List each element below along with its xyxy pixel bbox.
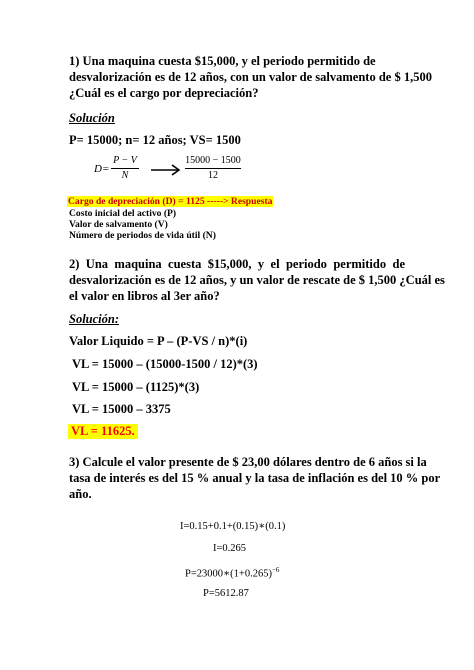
problem2-solution-heading: Solución:	[69, 312, 120, 326]
calc-fraction-bar	[185, 168, 241, 169]
equation-interest-result: I=0.265	[213, 543, 247, 554]
problem2-line3: el valor en libros al 3er año?	[69, 289, 220, 303]
problem3-line2: tasa de interés es del 15 % anual y la tasa de inflación es del 10 % por	[69, 471, 441, 485]
problem2-line2: desvalorización es de 12 años, y un valor de rescate de $ 1,500 ¿Cuál es	[69, 273, 445, 287]
problem1-answer: Cargo de depreciación (D) = 1125 -----> Respuesta	[68, 196, 273, 207]
equation-present-value: $P=23000∗(1+0.265)^{-6}$	[185, 566, 280, 580]
legend-cost: Costo inicial del activo (P)	[69, 208, 177, 219]
formula-fraction-bar	[111, 168, 139, 169]
problem2-formula: Valor Liquido = P – (P-VS / n)*(i)	[69, 334, 248, 348]
equation-interest: I=0.15+0.1+(0.15)∗(0.1)	[180, 521, 286, 532]
problem2-answer: VL = 11625.	[68, 424, 138, 439]
problem2-line1: 2) Una maquina cuesta $15,000, y el periodo permitido de	[69, 257, 405, 271]
problem1-givens: P= 15000; n= 12 años; VS= 1500	[69, 133, 241, 147]
formula-numerator: P − V	[113, 155, 137, 166]
problem1-solution-heading: Solución	[69, 111, 115, 125]
formula-denominator: N	[121, 170, 129, 181]
problem1-line1: 1) Una maquina cuesta $15,000, y el periodo permitido de	[69, 54, 376, 68]
problem3-line1: 3) Calcule el valor presente de $ 23,00 dólares dentro de 6 años si la	[69, 455, 427, 469]
calc-denominator: 12	[208, 170, 218, 181]
formula-lhs: D=	[94, 163, 110, 175]
problem1-line3: ¿Cuál es el cargo por depreciación?	[69, 86, 259, 100]
problem1-line2: desvalorización es de 12 años, con un valor de salvamento de $ 1,500	[69, 70, 432, 84]
problem2-step3: VL = 15000 – 3375	[72, 402, 171, 416]
problem2-step2: VL = 15000 – (1125)*(3)	[72, 380, 200, 394]
legend-periods: Número de periodos de vida útil (N)	[69, 230, 216, 241]
problem2-step1: VL = 15000 – (15000-1500 / 12)*(3)	[72, 357, 258, 371]
arrow-right-icon	[150, 164, 182, 176]
problem3-line3: año.	[69, 487, 92, 501]
equation-present-value-result: P=5612.87	[203, 588, 249, 599]
calc-numerator: 15000 − 1500	[185, 155, 241, 166]
legend-salvage: Valor de salvamento (V)	[69, 219, 168, 230]
